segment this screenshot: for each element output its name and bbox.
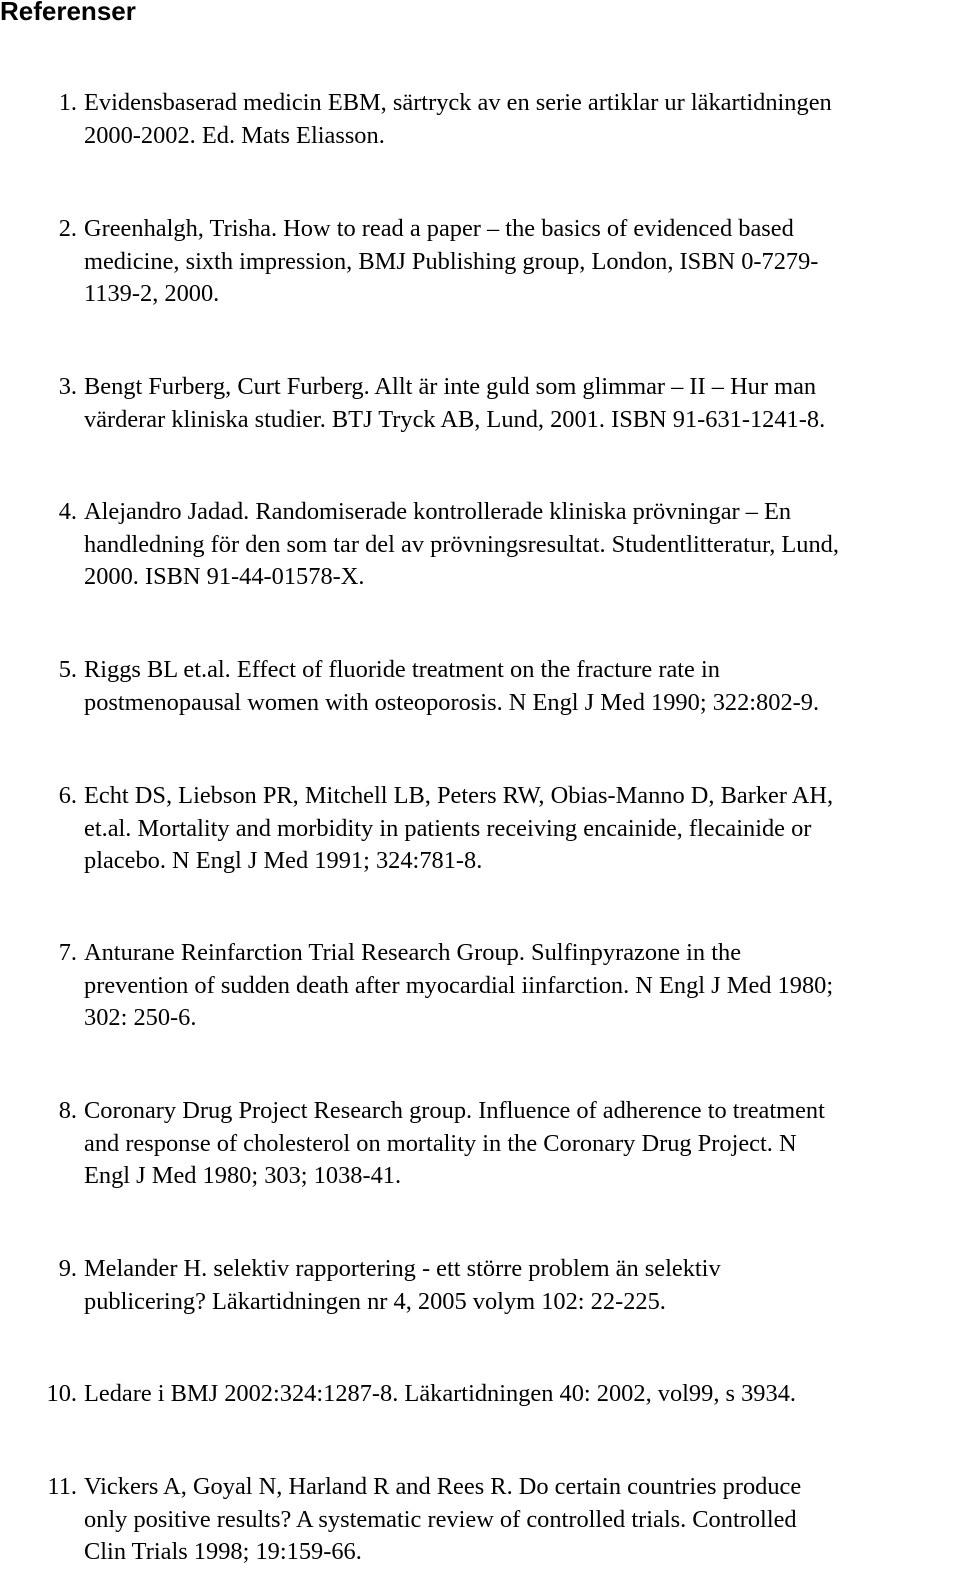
reference-line: 2000. ISBN 91-44-01578-X. [84, 563, 365, 590]
reference-line: 302: 250-6. [84, 1004, 197, 1031]
reference-text [84, 780, 960, 878]
reference-text [84, 937, 960, 1035]
reference-line: and response of cholesterol on mortality in the Coronary Drug Project. N [84, 1129, 797, 1157]
reference-text [84, 496, 960, 594]
reference-number: 8. [58, 1097, 77, 1124]
reference-number: 4. [58, 498, 77, 525]
reference-line: prevention of sudden death after myocardial iinfarction. N Engl J Med 1980; [84, 971, 834, 999]
reference-line: Ledare i BMJ 2002:324:1287-8. Läkartidningen 40: 2002, vol99, s 3934. [84, 1380, 796, 1407]
reference-line: Vickers A, Goyal N, Harland R and Rees R. Do certain countries produce [84, 1473, 802, 1500]
reference-line: Clin Trials 1998; 19:159-66. [84, 1538, 362, 1565]
reference-line: Engl J Med 1980; 303; 1038-41. [84, 1162, 402, 1189]
reference-line: only positive results? A systematic review of controlled trials. Controlled [84, 1505, 797, 1533]
reference-text [84, 1253, 960, 1318]
reference-line: handledning för den som tar del av prövningsresultat. Studentlitteratur, Lund, [84, 530, 839, 558]
reference-line: 2000-2002. Ed. Mats Eliasson. [84, 121, 385, 149]
reference-line: Echt DS, Liebson PR, Mitchell LB, Peters RW, Obias-Manno D, Barker AH, [84, 782, 834, 809]
reference-line: postmenopausal women with osteoporosis. N Engl J Med 1990; 322:802-9. [84, 688, 820, 716]
reference-number: 11. [47, 1473, 77, 1500]
reference-text [84, 654, 960, 719]
reference-number: 6. [58, 782, 77, 809]
reference-line: medicine, sixth impression, BMJ Publishing group, London, ISBN 0-7279- [84, 247, 819, 275]
reference-line: Bengt Furberg, Curt Furberg. Allt är inte guld som glimmar – II – Hur man [84, 373, 817, 400]
reference-number: 10. [46, 1380, 77, 1407]
reference-line: Evidensbaserad medicin EBM, särtryck av en serie artiklar ur läkartidningen [84, 89, 832, 116]
reference-line: Alejandro Jadad. Randomiserade kontrollerade kliniska prövningar – En [84, 498, 792, 525]
reference-line: Coronary Drug Project Research group. Influence of adherence to treatment [84, 1097, 825, 1124]
reference-text [84, 1471, 960, 1569]
reference-line: Anturane Reinfarction Trial Research Group. Sulfinpyrazone in the [84, 939, 742, 966]
reference-number: 9. [58, 1255, 77, 1282]
reference-text [84, 371, 960, 436]
reference-line: publicering? Läkartidningen nr 4, 2005 volym 102: 22-225. [84, 1287, 666, 1315]
reference-number: 5. [58, 656, 77, 683]
page-heading: Referenser [0, 0, 136, 26]
reference-number: 3. [58, 373, 77, 400]
reference-line: Riggs BL et.al. Effect of fluoride treatment on the fracture rate in [84, 656, 720, 683]
reference-text [84, 1378, 960, 1411]
reference-line: Melander H. selektiv rapportering - ett större problem än selektiv [84, 1255, 721, 1282]
reference-text [84, 213, 960, 311]
reference-line: et.al. Mortality and morbidity in patients receiving encainide, flecainide or [84, 814, 812, 842]
reference-text [84, 87, 960, 152]
reference-number: 7. [58, 939, 77, 966]
reference-line: placebo. N Engl J Med 1991; 324:781-8. [84, 847, 483, 874]
reference-number: 1. [58, 89, 77, 116]
reference-number: 2. [58, 215, 77, 242]
reference-line: Greenhalgh, Trisha. How to read a paper – the basics of evidenced based [84, 215, 794, 242]
reference-line: värderar kliniska studier. BTJ Tryck AB, Lund, 2001. ISBN 91-631-1241-8. [84, 405, 826, 433]
reference-text [84, 1095, 960, 1193]
reference-line: 1139-2, 2000. [84, 280, 220, 307]
